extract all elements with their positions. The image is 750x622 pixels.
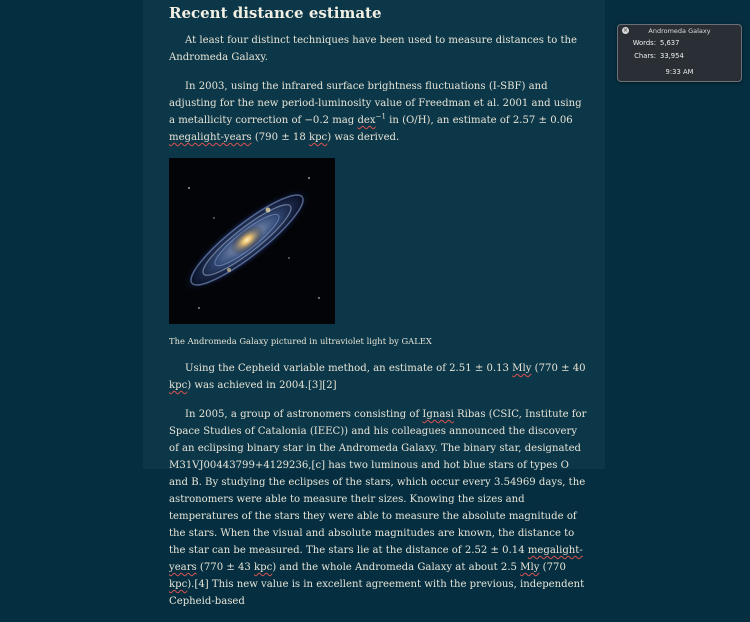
spelling-flag-megalight-years-2[interactable]: megalight-years: [169, 545, 583, 573]
words-value: 5,637: [660, 39, 680, 47]
p2-part-c: (790 ± 18: [251, 132, 309, 143]
spelling-flag-ignasi[interactable]: Ignasi: [422, 409, 454, 420]
words-label: Words:: [632, 39, 656, 47]
paragraph-2: [169, 78, 589, 146]
p4-part-d: ) and the whole Andromeda Galaxy at about 2.5: [272, 562, 521, 573]
word-count-widget[interactable]: [617, 24, 742, 82]
paragraph-3: [169, 360, 589, 394]
paragraph-1: [169, 32, 589, 66]
p4-part-f: ).[4] This new value is in excellent agreement with the previous, independent Cepheid-based: [169, 579, 585, 607]
p2-superscript: −1: [375, 112, 386, 121]
p2-part-d: ) was derived.: [327, 132, 400, 143]
andromeda-galaxy-image[interactable]: [169, 158, 335, 324]
paragraph-4: [169, 406, 589, 610]
p3-part-c: ) was achieved in 2004.[3][2]: [187, 380, 337, 391]
paragraph-1-text: At least four distinct techniques have been used to measure distances to the Andromeda Galaxy.: [169, 35, 578, 63]
spelling-flag-kpc-4[interactable]: kpc: [169, 579, 188, 590]
chars-value: 33,954: [660, 52, 684, 60]
p4-part-a: In 2005, a group of astronomers consisting of: [185, 409, 423, 420]
p2-part-b: in (O/H), an estimate of 2.57 ± 0.06: [385, 115, 573, 126]
spelling-flag-dex[interactable]: dex: [357, 115, 376, 126]
spelling-flag-mly[interactable]: Mly: [512, 363, 532, 374]
widget-title: Andromeda Galaxy: [648, 27, 711, 35]
document-content[interactable]: [169, 3, 589, 622]
spelling-flag-megalight-years[interactable]: megalight-years: [169, 132, 252, 143]
p2-part-a: In 2003, using the infrared surface brightness fluctuations (I-SBF) and adjusting for the new period-luminosity value of Freedman et al. 2001 and using a metallicity correction of −0.2 mag: [169, 81, 582, 126]
spelling-flag-kpc[interactable]: kpc: [308, 132, 328, 143]
close-icon[interactable]: ×: [622, 27, 629, 34]
spelling-flag-kpc-2[interactable]: kpc: [169, 380, 188, 391]
clock-time: 9:33 AM: [665, 68, 694, 76]
p3-part-b: (770 ± 40: [531, 363, 586, 374]
chars-label: Chars:: [634, 52, 656, 60]
p3-part-a: Using the Cepheid variable method, an estimate of 2.51 ± 0.13: [185, 363, 513, 374]
document-page[interactable]: [143, 0, 605, 607]
galaxy-illustration: [169, 158, 335, 324]
p4-part-c: (770 ± 43: [196, 562, 255, 573]
spelling-flag-mly-2[interactable]: Mly: [520, 562, 540, 573]
p4-part-e: (770: [539, 562, 566, 573]
spelling-flag-kpc-3[interactable]: kpc: [254, 562, 273, 573]
p4-part-b: Ribas (CSIC, Institute for Space Studies of Catalonia (IEEC)) and his colleagues announced the discovery of an eclipsing binary star in the Andromeda Galaxy. The binary star, designated M31VJ00443799+4129236,[c] has two luminous and hot blue stars of types O and B. By studying the eclipses of the stars, which occur every 3.54969 days, the astronomers were able to measure their sizes. Knowing the sizes and temperatures of the stars they were able to measure the absolute magnitude of the stars. When the visual and absolute magnitudes are known, the distance to the star can be measured. The stars lie at the distance of 2.52 ± 0.14: [169, 409, 587, 556]
image-caption: The Andromeda Galaxy pictured in ultraviolet light by GALEX: [169, 336, 432, 346]
section-heading: Recent distance estimate: [169, 4, 382, 22]
